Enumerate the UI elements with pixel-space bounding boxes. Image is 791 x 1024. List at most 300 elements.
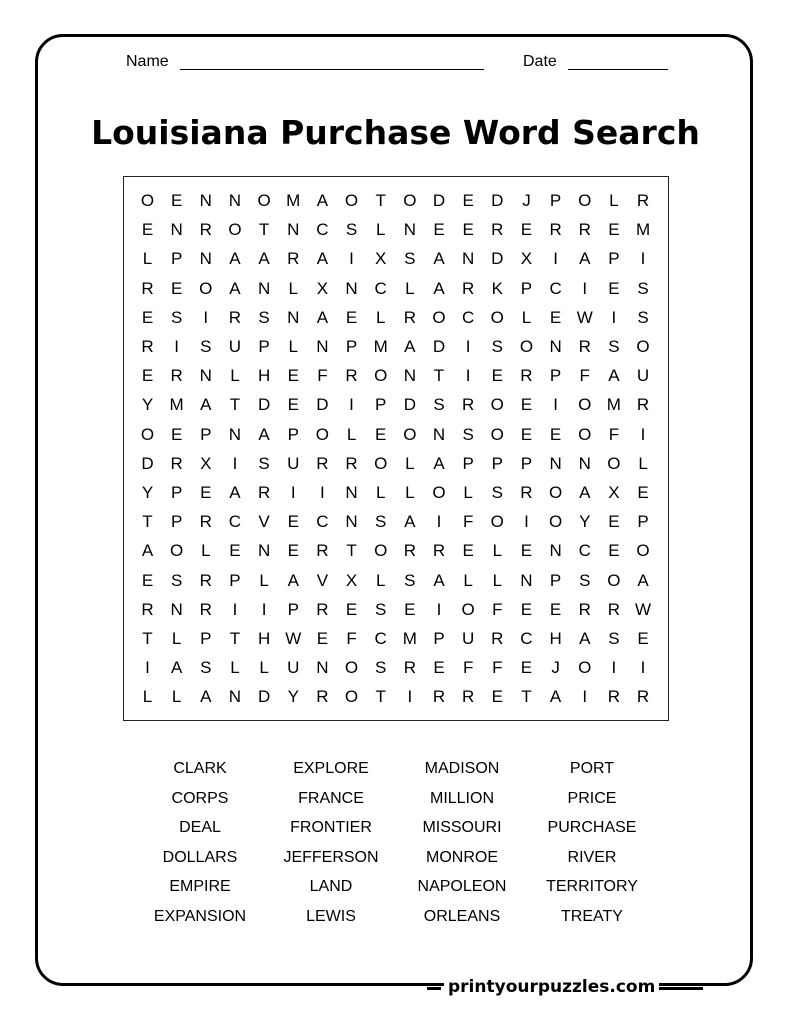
grid-letter[interactable]: P [200,424,212,444]
grid-letter[interactable]: Y [141,483,154,502]
grid-letter[interactable]: A [433,453,445,473]
name-line[interactable] [180,69,484,70]
grid-letter[interactable]: I [232,453,238,473]
grid-letter[interactable]: R [316,599,329,619]
grid-letter[interactable]: E [549,307,562,327]
grid-letter[interactable]: N [199,249,212,269]
grid-letter[interactable]: I [203,307,209,327]
grid-letter[interactable]: O [344,191,359,210]
grid-letter[interactable]: S [258,307,270,327]
grid-letter[interactable]: P [520,453,533,473]
grid-letter[interactable]: R [141,337,154,356]
grid-letter[interactable]: X [608,483,620,502]
grid-letter[interactable]: Y [579,512,591,532]
grid-letter[interactable]: F [462,658,474,678]
grid-letter[interactable]: R [578,337,591,356]
grid-letter[interactable]: S [345,220,358,240]
grid-letter[interactable]: S [579,570,591,590]
grid-letter[interactable]: L [346,424,357,444]
grid-letter[interactable]: N [257,278,271,298]
grid-letter[interactable]: S [170,570,183,590]
grid-letter[interactable]: H [257,629,271,648]
grid-letter[interactable]: O [578,191,592,210]
grid-letter[interactable]: O [636,541,650,561]
grid-letter[interactable]: E [491,366,503,386]
grid-letter[interactable]: N [287,220,300,240]
grid-letter[interactable]: L [230,658,240,678]
grid-letter[interactable]: A [141,541,154,561]
grid-letter[interactable]: E [200,483,212,502]
grid-letter[interactable]: P [637,512,649,532]
grid-letter[interactable]: C [228,512,242,532]
grid-letter[interactable]: E [549,424,562,444]
grid-letter[interactable]: R [141,278,154,298]
grid-letter[interactable]: O [374,453,388,473]
grid-letter[interactable]: R [257,483,271,502]
date-line[interactable] [568,69,668,70]
grid-letter[interactable]: A [287,570,299,590]
grid-letter[interactable]: O [257,191,271,210]
grid-letter[interactable]: M [606,395,621,415]
grid-letter[interactable]: T [521,687,532,707]
grid-letter[interactable]: N [578,453,591,473]
grid-letter[interactable]: I [524,512,529,532]
grid-letter[interactable]: O [228,220,242,240]
grid-letter[interactable]: C [316,220,329,240]
grid-letter[interactable]: C [549,278,562,298]
grid-letter[interactable]: E [287,395,299,415]
grid-letter[interactable]: E [549,599,562,619]
grid-letter[interactable]: T [229,629,241,648]
grid-letter[interactable]: O [548,483,563,502]
grid-letter[interactable]: A [200,395,212,415]
grid-letter[interactable]: C [462,307,475,327]
grid-letter[interactable]: O [403,424,417,444]
grid-letter[interactable]: M [286,191,301,210]
grid-letter[interactable]: R [432,541,446,561]
grid-letter[interactable]: F [346,629,357,648]
grid-letter[interactable]: N [316,337,329,356]
grid-letter[interactable]: P [433,629,445,648]
grid-letter[interactable]: W [635,599,652,619]
grid-letter[interactable]: P [258,337,270,356]
grid-letter[interactable]: N [549,541,562,561]
grid-letter[interactable]: O [519,337,534,356]
grid-letter[interactable]: L [375,307,386,327]
grid-letter[interactable]: F [608,424,620,444]
grid-letter[interactable]: N [345,512,358,532]
grid-letter[interactable]: E [141,366,154,386]
grid-letter[interactable]: O [490,395,504,415]
grid-letter[interactable]: U [462,629,475,648]
grid-letter[interactable]: O [344,658,359,678]
grid-letter[interactable]: N [257,541,271,561]
grid-letter[interactable]: E [520,658,533,678]
grid-letter[interactable]: D [432,337,446,356]
grid-letter[interactable]: O [344,687,359,707]
grid-letter[interactable]: I [640,424,646,444]
grid-letter[interactable]: R [462,395,475,415]
grid-letter[interactable]: E [316,629,329,648]
grid-letter[interactable]: Y [141,395,154,415]
grid-letter[interactable]: A [404,512,416,532]
grid-letter[interactable]: R [228,307,242,327]
grid-letter[interactable]: O [548,512,563,532]
grid-letter[interactable]: N [199,366,212,386]
grid-letter[interactable]: E [637,483,649,502]
grid-letter[interactable]: S [462,424,474,444]
grid-letter[interactable]: T [229,395,241,415]
grid-letter[interactable]: E [433,658,445,678]
grid-letter[interactable]: I [261,599,267,619]
grid-letter[interactable]: L [142,687,153,707]
grid-letter[interactable]: N [403,366,416,386]
grid-letter[interactable]: E [520,395,533,415]
grid-letter[interactable]: O [578,424,592,444]
grid-letter[interactable]: A [404,337,416,356]
grid-letter[interactable]: O [490,512,504,532]
grid-letter[interactable]: R [636,191,650,210]
grid-letter[interactable]: C [374,278,387,298]
grid-letter[interactable]: R [199,599,212,619]
grid-letter[interactable]: C [374,629,387,648]
grid-letter[interactable]: O [490,424,504,444]
grid-letter[interactable]: S [404,249,416,269]
grid-letter[interactable]: P [608,249,620,269]
grid-letter[interactable]: N [228,191,242,210]
grid-letter[interactable]: S [491,483,503,502]
grid-letter[interactable]: X [200,453,212,473]
grid-letter[interactable]: E [433,220,445,240]
grid-letter[interactable]: L [375,220,386,240]
grid-letter[interactable]: O [461,599,475,619]
grid-letter[interactable]: R [462,278,475,298]
grid-letter[interactable]: L [259,570,269,590]
grid-letter[interactable]: L [521,307,532,327]
grid-letter[interactable]: R [491,220,504,240]
grid-letter[interactable]: O [170,541,184,561]
grid-letter[interactable]: R [316,541,329,561]
grid-letter[interactable]: A [258,249,270,269]
grid-letter[interactable]: P [549,366,562,386]
grid-letter[interactable]: E [520,599,533,619]
grid-letter[interactable]: R [170,453,183,473]
grid-letter[interactable]: X [316,278,329,298]
grid-letter[interactable]: O [490,307,504,327]
grid-letter[interactable]: R [607,687,621,707]
grid-letter[interactable]: J [522,191,531,210]
grid-letter[interactable]: L [463,570,473,590]
grid-letter[interactable]: I [407,687,413,707]
grid-letter[interactable]: R [287,249,300,269]
grid-letter[interactable]: A [258,424,270,444]
grid-letter[interactable]: I [611,307,617,327]
grid-letter[interactable]: A [229,249,241,269]
grid-letter[interactable]: S [170,307,183,327]
grid-letter[interactable]: P [462,453,474,473]
grid-letter[interactable]: S [608,337,620,356]
grid-letter[interactable]: R [491,629,504,648]
grid-letter[interactable]: E [287,512,299,532]
grid-letter[interactable]: D [316,395,329,415]
grid-letter[interactable]: E [520,220,533,240]
grid-letter[interactable]: A [579,629,591,648]
grid-letter[interactable]: L [259,658,269,678]
grid-letter[interactable]: A [433,278,445,298]
grid-letter[interactable]: N [549,453,562,473]
grid-letter[interactable]: E [608,512,620,532]
grid-letter[interactable]: M [169,395,184,415]
grid-letter[interactable]: A [608,366,620,386]
grid-letter[interactable]: A [316,307,329,327]
grid-letter[interactable]: S [375,512,387,532]
grid-letter[interactable]: H [257,366,271,386]
grid-letter[interactable]: S [491,337,503,356]
grid-letter[interactable]: O [636,337,650,356]
grid-letter[interactable]: M [373,337,388,356]
grid-letter[interactable]: I [232,599,238,619]
grid-letter[interactable]: L [171,629,182,648]
grid-letter[interactable]: E [141,307,154,327]
grid-letter[interactable]: L [609,191,619,210]
grid-letter[interactable]: O [374,366,388,386]
grid-letter[interactable]: S [433,395,445,415]
grid-letter[interactable]: I [436,512,442,532]
grid-letter[interactable]: R [520,366,533,386]
grid-letter[interactable]: T [433,366,445,386]
grid-letter[interactable]: T [142,512,153,532]
grid-letter[interactable]: I [290,483,296,502]
grid-letter[interactable]: N [170,599,183,619]
grid-letter[interactable]: W [285,629,302,648]
grid-letter[interactable]: L [288,278,298,298]
grid-letter[interactable]: S [200,337,212,356]
grid-letter[interactable]: X [375,249,387,269]
grid-letter[interactable]: L [405,278,415,298]
grid-letter[interactable]: E [637,629,649,648]
grid-letter[interactable]: A [549,687,562,707]
grid-letter[interactable]: E [520,541,533,561]
grid-letter[interactable]: T [142,629,153,648]
grid-letter[interactable]: P [229,570,241,590]
grid-letter[interactable]: P [170,512,183,532]
grid-letter[interactable]: E [608,220,620,240]
grid-letter[interactable]: N [228,687,242,707]
grid-letter[interactable]: N [316,658,329,678]
grid-letter[interactable]: I [640,658,646,678]
grid-letter[interactable]: S [258,453,270,473]
grid-letter[interactable]: O [432,307,446,327]
grid-letter[interactable]: E [345,307,358,327]
grid-letter[interactable]: L [171,687,182,707]
grid-letter[interactable]: P [287,424,299,444]
grid-letter[interactable]: I [145,658,150,678]
grid-letter[interactable]: A [637,570,649,590]
grid-letter[interactable]: E [141,220,154,240]
grid-letter[interactable]: R [432,687,446,707]
grid-letter[interactable]: O [403,191,417,210]
grid-letter[interactable]: O [578,395,592,415]
grid-letter[interactable]: F [492,599,503,619]
grid-letter[interactable]: E [520,424,533,444]
grid-letter[interactable]: N [520,570,533,590]
grid-letter[interactable]: M [402,629,417,648]
grid-letter[interactable]: N [403,220,416,240]
grid-letter[interactable]: E [462,541,474,561]
grid-letter[interactable]: N [549,337,562,356]
grid-letter[interactable]: P [170,483,183,502]
grid-letter[interactable]: O [607,453,621,473]
grid-letter[interactable]: C [578,541,591,561]
grid-letter[interactable]: I [465,366,471,386]
grid-letter[interactable]: A [316,249,329,269]
grid-letter[interactable]: N [345,278,358,298]
grid-letter[interactable]: N [345,483,358,502]
grid-letter[interactable]: D [432,191,446,210]
grid-letter[interactable]: U [287,658,300,678]
grid-letter[interactable]: D [491,191,504,210]
grid-letter[interactable]: R [403,658,416,678]
grid-letter[interactable]: T [375,687,386,707]
grid-letter[interactable]: E [375,424,387,444]
grid-letter[interactable]: W [576,307,593,327]
grid-letter[interactable]: L [492,570,503,590]
grid-letter[interactable]: S [200,658,212,678]
grid-letter[interactable]: E [404,599,416,619]
grid-letter[interactable]: F [579,366,590,386]
grid-letter[interactable]: S [375,658,387,678]
grid-letter[interactable]: A [229,483,241,502]
grid-letter[interactable]: L [463,483,473,502]
grid-letter[interactable]: L [142,249,153,269]
grid-letter[interactable]: X [520,249,533,269]
grid-letter[interactable]: R [636,395,650,415]
grid-letter[interactable]: I [349,249,354,269]
grid-letter[interactable]: N [228,424,242,444]
grid-letter[interactable]: R [199,512,212,532]
grid-letter[interactable]: L [230,366,240,386]
grid-letter[interactable]: R [607,599,621,619]
grid-letter[interactable]: E [462,191,474,210]
grid-letter[interactable]: E [345,599,358,619]
grid-letter[interactable]: P [549,570,562,590]
grid-letter[interactable]: O [199,278,213,298]
grid-letter[interactable]: A [170,658,183,678]
grid-letter[interactable]: R [403,307,416,327]
grid-letter[interactable]: N [462,249,475,269]
grid-letter[interactable]: Y [287,687,299,707]
grid-letter[interactable]: I [349,395,354,415]
grid-letter[interactable]: L [405,483,415,502]
grid-letter[interactable]: X [345,570,358,590]
grid-letter[interactable]: M [635,220,651,240]
grid-letter[interactable]: D [257,395,271,415]
grid-letter[interactable]: R [199,570,212,590]
grid-letter[interactable]: S [637,307,649,327]
grid-letter[interactable]: R [316,453,329,473]
grid-letter[interactable]: R [345,366,358,386]
grid-letter[interactable]: R [199,220,212,240]
grid-letter[interactable]: E [287,541,299,561]
grid-letter[interactable]: R [141,599,154,619]
grid-letter[interactable]: L [638,453,648,473]
grid-letter[interactable]: T [375,191,386,210]
grid-letter[interactable]: U [287,453,300,473]
grid-letter[interactable]: D [491,249,504,269]
grid-letter[interactable]: I [174,337,179,356]
grid-letter[interactable]: P [491,453,503,473]
grid-letter[interactable]: S [608,629,620,648]
grid-letter[interactable]: S [637,278,649,298]
grid-letter[interactable]: E [141,570,154,590]
grid-letter[interactable]: R [345,453,358,473]
grid-letter[interactable]: F [462,512,474,532]
grid-letter[interactable]: E [608,541,620,561]
grid-letter[interactable]: S [375,599,387,619]
grid-letter[interactable]: O [374,541,388,561]
grid-letter[interactable]: R [549,220,562,240]
grid-letter[interactable]: I [436,599,442,619]
grid-letter[interactable]: K [491,278,503,298]
grid-letter[interactable]: I [582,278,588,298]
grid-letter[interactable]: A [433,249,445,269]
grid-letter[interactable]: I [640,249,646,269]
grid-letter[interactable]: H [549,629,562,648]
grid-letter[interactable]: L [405,453,415,473]
grid-letter[interactable]: P [549,191,562,210]
grid-letter[interactable]: I [611,658,617,678]
grid-letter[interactable]: L [492,541,503,561]
grid-letter[interactable]: R [403,541,416,561]
grid-letter[interactable]: O [578,658,592,678]
grid-letter[interactable]: V [258,512,270,532]
grid-letter[interactable]: P [345,337,358,356]
grid-letter[interactable]: R [636,687,650,707]
grid-letter[interactable]: U [636,366,650,386]
grid-letter[interactable]: E [608,278,620,298]
grid-letter[interactable]: E [491,687,503,707]
grid-letter[interactable]: C [520,629,533,648]
grid-letter[interactable]: U [228,337,242,356]
grid-letter[interactable]: P [170,249,183,269]
grid-letter[interactable]: F [492,658,503,678]
grid-letter[interactable]: S [404,570,416,590]
grid-letter[interactable]: D [403,395,416,415]
grid-letter[interactable]: T [346,541,357,561]
grid-letter[interactable]: R [170,366,183,386]
grid-letter[interactable]: I [320,483,325,502]
grid-letter[interactable]: A [200,687,212,707]
grid-letter[interactable]: A [316,191,329,210]
grid-letter[interactable]: E [462,220,474,240]
grid-letter[interactable]: V [316,570,329,590]
grid-letter[interactable]: P [375,395,387,415]
grid-letter[interactable]: O [140,191,155,210]
grid-letter[interactable]: R [578,599,591,619]
grid-letter[interactable]: O [140,424,155,444]
grid-letter[interactable]: R [578,220,591,240]
grid-letter[interactable]: L [375,570,386,590]
grid-letter[interactable]: R [316,687,329,707]
grid-letter[interactable]: P [287,599,299,619]
grid-letter[interactable]: N [199,191,212,210]
grid-letter[interactable]: O [607,570,621,590]
grid-letter[interactable]: N [287,307,300,327]
grid-letter[interactable]: O [315,424,329,444]
grid-letter[interactable]: F [317,366,328,386]
grid-letter[interactable]: I [553,395,558,415]
grid-letter[interactable]: L [201,541,211,561]
